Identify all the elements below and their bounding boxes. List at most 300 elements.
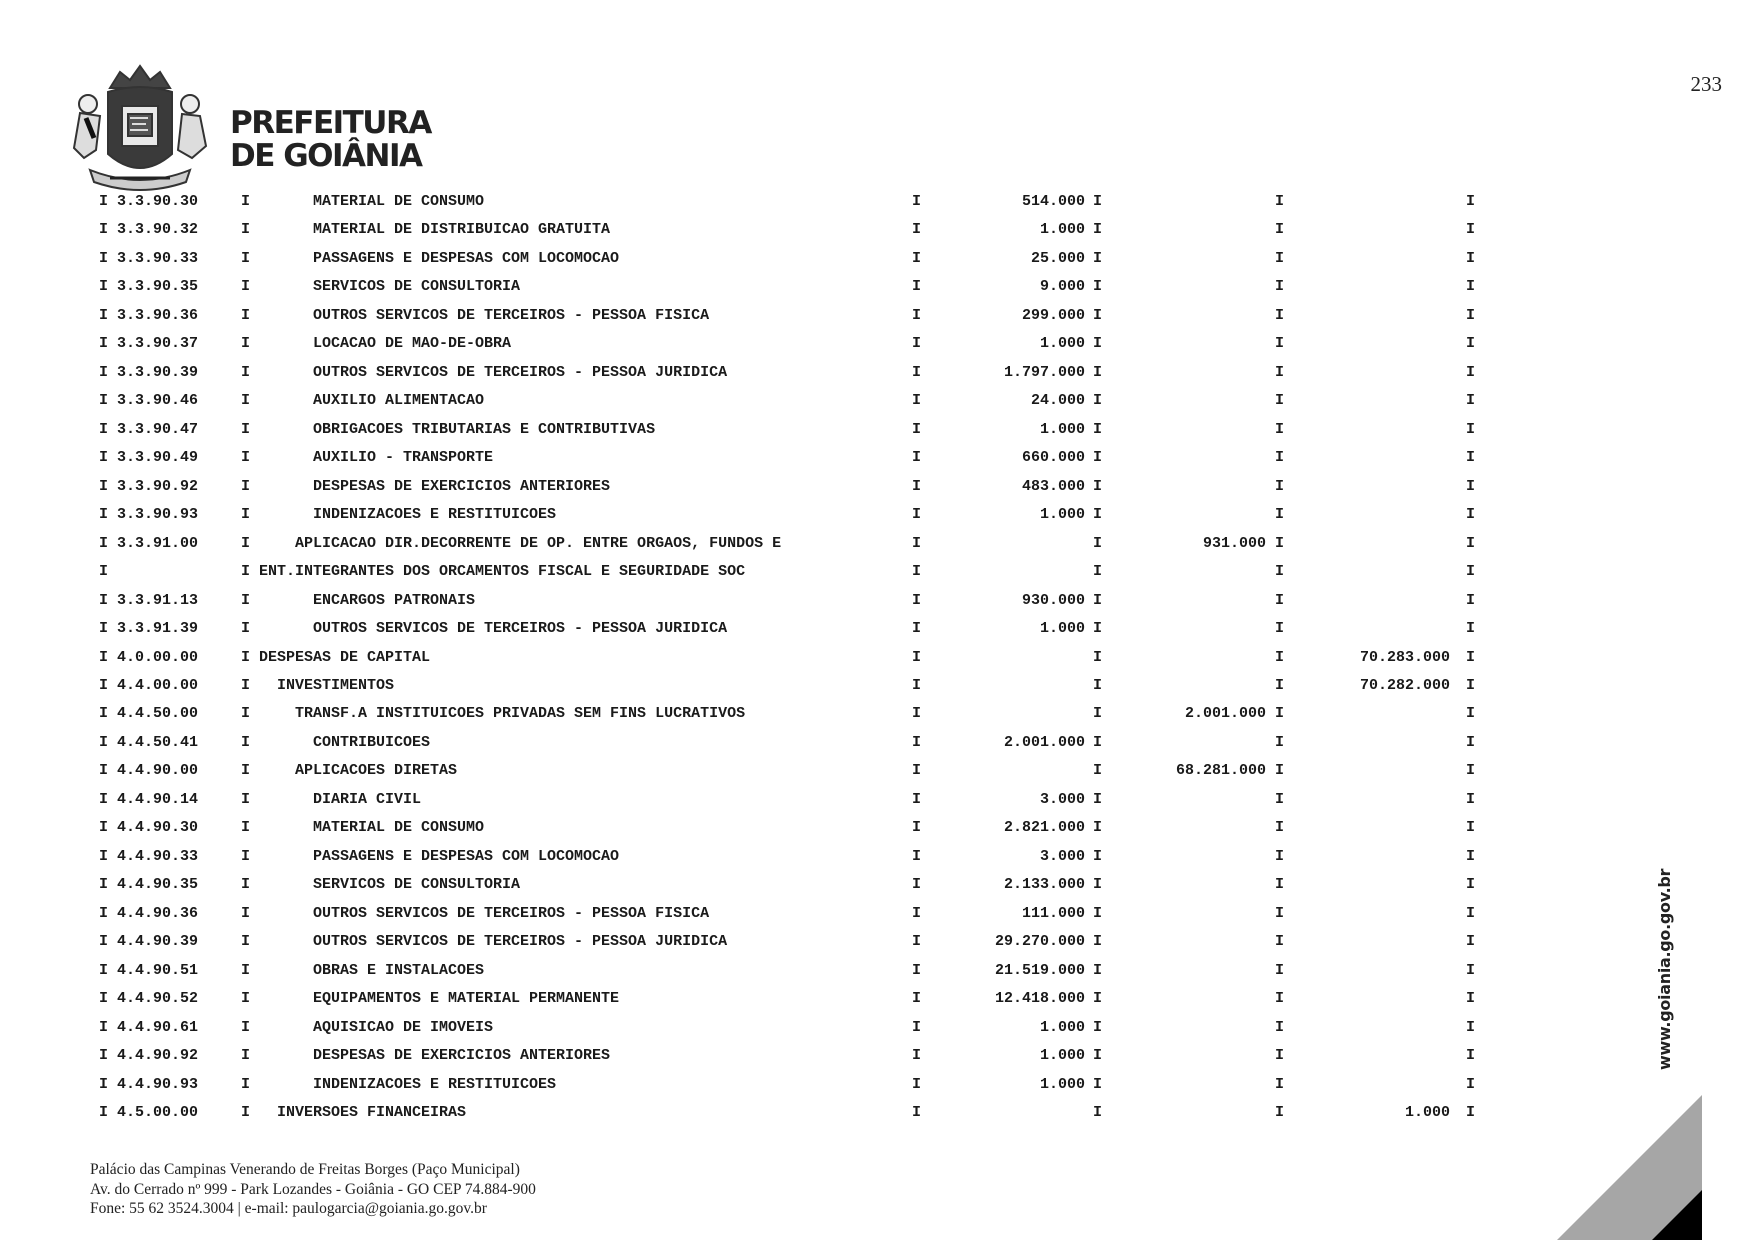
- account-code: 4.5.00.00: [117, 1104, 199, 1122]
- value-element: 930.000: [1021, 591, 1085, 609]
- column-separator: I: [1466, 506, 1476, 524]
- column-separator: I: [912, 648, 922, 666]
- column-separator: I: [1093, 933, 1103, 951]
- value-element: 1.000: [1039, 620, 1085, 638]
- account-code: 3.3.90.35: [117, 278, 199, 296]
- value-category: 1.000: [1404, 1104, 1450, 1122]
- column-separator: I: [1093, 363, 1103, 381]
- page-number: 233: [1690, 72, 1722, 96]
- account-description: ENCARGOS PATRONAIS: [259, 591, 476, 609]
- table-row: [0, 330, 1754, 358]
- account-description: OBRIGACOES TRIBUTARIAS E CONTRIBUTIVAS: [259, 420, 656, 438]
- value-element: 111.000: [1021, 904, 1085, 922]
- account-description: SERVICOS DE CONSULTORIA: [259, 278, 521, 296]
- column-separator: I: [99, 1104, 109, 1122]
- account-code: 3.3.91.13: [117, 591, 199, 609]
- account-code: 3.3.91.00: [117, 534, 199, 552]
- account-code: 3.3.90.92: [117, 477, 199, 495]
- account-code: 4.4.90.36: [117, 904, 199, 922]
- table-row: [0, 871, 1754, 899]
- column-separator: I: [241, 933, 251, 951]
- account-code: 3.3.90.30: [117, 193, 199, 210]
- column-separator: I: [241, 961, 251, 979]
- value-element: 1.797.000: [1003, 363, 1085, 381]
- column-separator: I: [241, 392, 251, 410]
- column-separator: I: [1275, 591, 1285, 609]
- column-separator: I: [1275, 477, 1285, 495]
- column-separator: I: [99, 762, 109, 780]
- column-separator: I: [99, 506, 109, 524]
- column-separator: I: [1466, 961, 1476, 979]
- value-modality: 68.281.000: [1175, 762, 1266, 780]
- column-separator: I: [99, 306, 109, 324]
- account-description: OUTROS SERVICOS DE TERCEIROS - PESSOA JURIDICA: [259, 933, 728, 951]
- value-element: 1.000: [1039, 1047, 1085, 1065]
- value-element: 24.000: [1030, 392, 1085, 410]
- column-separator: I: [1275, 306, 1285, 324]
- column-separator: I: [241, 1047, 251, 1065]
- account-description: PASSAGENS E DESPESAS COM LOCOMOCAO: [259, 847, 620, 865]
- column-separator: I: [1466, 990, 1476, 1008]
- table-row: [0, 615, 1754, 643]
- column-separator: I: [912, 790, 922, 808]
- column-separator: I: [99, 591, 109, 609]
- column-separator: I: [1093, 1104, 1103, 1122]
- account-description: CONTRIBUICOES: [259, 733, 431, 751]
- table-row: [0, 359, 1754, 387]
- table-row: [0, 843, 1754, 871]
- footer-address: [90, 1160, 536, 1219]
- column-separator: I: [99, 249, 109, 267]
- column-separator: I: [1466, 790, 1476, 808]
- column-separator: I: [241, 648, 251, 666]
- account-description: APLICACAO DIR.DECORRENTE DE OP. ENTRE ORGAOS, FUNDOS E: [259, 534, 782, 552]
- value-element: 299.000: [1021, 306, 1085, 324]
- account-description: SERVICOS DE CONSULTORIA: [259, 876, 521, 894]
- column-separator: I: [912, 933, 922, 951]
- column-separator: I: [1275, 847, 1285, 865]
- column-separator: I: [1093, 1018, 1103, 1036]
- column-separator: I: [241, 790, 251, 808]
- table-row: [0, 530, 1754, 558]
- column-separator: I: [241, 847, 251, 865]
- account-description: ENT.INTEGRANTES DOS ORCAMENTOS FISCAL E SEGURIDADE SOC: [259, 563, 746, 581]
- account-code: 3.3.90.37: [117, 335, 199, 353]
- table-row: [0, 729, 1754, 757]
- column-separator: I: [1466, 278, 1476, 296]
- column-separator: I: [99, 534, 109, 552]
- column-separator: I: [1275, 705, 1285, 723]
- column-separator: I: [1466, 705, 1476, 723]
- account-description: AUXILIO ALIMENTACAO: [259, 392, 485, 410]
- column-separator: I: [241, 762, 251, 780]
- account-code: 4.0.00.00: [117, 648, 199, 666]
- column-separator: I: [99, 705, 109, 723]
- column-separator: I: [1275, 506, 1285, 524]
- city-coat-of-arms-logo: [60, 58, 220, 193]
- account-description: MATERIAL DE CONSUMO: [259, 819, 485, 837]
- table-row: [0, 1014, 1754, 1042]
- account-description: INVESTIMENTOS: [259, 676, 395, 694]
- account-code: 4.4.90.51: [117, 961, 199, 979]
- column-separator: I: [1093, 506, 1103, 524]
- table-row: [0, 558, 1754, 586]
- column-separator: I: [912, 1018, 922, 1036]
- account-code: 3.3.90.49: [117, 449, 199, 467]
- column-separator: I: [99, 1018, 109, 1036]
- column-separator: I: [912, 762, 922, 780]
- column-separator: I: [1093, 449, 1103, 467]
- column-separator: I: [1093, 306, 1103, 324]
- account-description: LOCACAO DE MAO-DE-OBRA: [259, 335, 512, 353]
- column-separator: I: [912, 278, 922, 296]
- corner-decoration: [1557, 1095, 1702, 1240]
- column-separator: I: [1466, 534, 1476, 552]
- account-description: MATERIAL DE DISTRIBUICAO GRATUITA: [259, 221, 611, 239]
- table-row: [0, 416, 1754, 444]
- column-separator: I: [1466, 363, 1476, 381]
- table-row: [0, 587, 1754, 615]
- column-separator: I: [912, 477, 922, 495]
- column-separator: I: [912, 392, 922, 410]
- column-separator: I: [1275, 819, 1285, 837]
- account-code: 4.4.90.61: [117, 1018, 199, 1036]
- table-row: [0, 216, 1754, 244]
- value-element: 1.000: [1039, 221, 1085, 239]
- column-separator: I: [241, 563, 251, 581]
- account-code: 4.4.90.92: [117, 1047, 199, 1065]
- column-separator: I: [1466, 847, 1476, 865]
- column-separator: I: [241, 819, 251, 837]
- column-separator: I: [912, 961, 922, 979]
- account-code: 3.3.90.93: [117, 506, 199, 524]
- column-separator: I: [241, 306, 251, 324]
- column-separator: I: [1093, 648, 1103, 666]
- column-separator: I: [99, 676, 109, 694]
- column-separator: I: [1466, 876, 1476, 894]
- column-separator: I: [1275, 420, 1285, 438]
- column-separator: I: [1275, 620, 1285, 638]
- account-code: 4.4.90.00: [117, 762, 199, 780]
- column-separator: I: [1466, 648, 1476, 666]
- column-separator: I: [99, 990, 109, 1008]
- column-separator: I: [912, 563, 922, 581]
- value-element: 9.000: [1039, 278, 1085, 296]
- column-separator: I: [99, 1075, 109, 1093]
- column-separator: I: [1275, 990, 1285, 1008]
- column-separator: I: [1466, 676, 1476, 694]
- column-separator: I: [99, 876, 109, 894]
- value-element: 29.270.000: [994, 933, 1085, 951]
- column-separator: I: [1275, 733, 1285, 751]
- table-row: [0, 245, 1754, 273]
- column-separator: I: [912, 705, 922, 723]
- column-separator: I: [241, 676, 251, 694]
- column-separator: I: [912, 1047, 922, 1065]
- table-row: [0, 1042, 1754, 1070]
- column-separator: I: [241, 876, 251, 894]
- column-separator: I: [1275, 1075, 1285, 1093]
- column-separator: I: [1466, 591, 1476, 609]
- account-description: INDENIZACOES E RESTITUICOES: [259, 1075, 557, 1093]
- account-code: 3.3.90.33: [117, 249, 199, 267]
- column-separator: I: [241, 449, 251, 467]
- account-description: MATERIAL DE CONSUMO: [259, 193, 485, 210]
- account-code: 3.3.90.46: [117, 392, 199, 410]
- table-row: [0, 188, 1754, 216]
- account-code: 3.3.90.47: [117, 420, 199, 438]
- column-separator: I: [241, 335, 251, 353]
- column-separator: I: [1093, 392, 1103, 410]
- table-row: [0, 786, 1754, 814]
- value-element: 514.000: [1021, 193, 1085, 210]
- account-description: DESPESAS DE CAPITAL: [259, 648, 431, 666]
- column-separator: I: [241, 1075, 251, 1093]
- column-separator: I: [1093, 847, 1103, 865]
- account-code: 4.4.50.00: [117, 705, 199, 723]
- account-description: APLICACOES DIRETAS: [259, 762, 458, 780]
- column-separator: I: [1093, 221, 1103, 239]
- column-separator: I: [99, 790, 109, 808]
- column-separator: I: [1093, 249, 1103, 267]
- column-separator: I: [1275, 449, 1285, 467]
- column-separator: I: [912, 1104, 922, 1122]
- column-separator: I: [912, 449, 922, 467]
- brand-name: [230, 107, 431, 173]
- column-separator: I: [912, 193, 922, 210]
- column-separator: I: [1466, 249, 1476, 267]
- table-row: [0, 672, 1754, 700]
- column-separator: I: [1466, 1075, 1476, 1093]
- value-element: 21.519.000: [994, 961, 1085, 979]
- table-row: [0, 957, 1754, 985]
- value-category: 70.283.000: [1359, 648, 1450, 666]
- account-description: EQUIPAMENTOS E MATERIAL PERMANENTE: [259, 990, 620, 1008]
- column-separator: I: [912, 1075, 922, 1093]
- column-separator: I: [99, 819, 109, 837]
- value-category: 70.282.000: [1359, 676, 1450, 694]
- column-separator: I: [99, 1047, 109, 1065]
- column-separator: I: [1466, 563, 1476, 581]
- table-row: [0, 644, 1754, 672]
- column-separator: I: [1093, 733, 1103, 751]
- column-separator: I: [241, 904, 251, 922]
- column-separator: I: [1275, 249, 1285, 267]
- column-separator: I: [241, 221, 251, 239]
- column-separator: I: [1275, 1104, 1285, 1122]
- column-separator: I: [1093, 477, 1103, 495]
- column-separator: I: [1275, 676, 1285, 694]
- column-separator: I: [241, 420, 251, 438]
- footer-line-1: Palácio das Campinas Venerando de Freitas Borges (Paço Municipal): [90, 1161, 520, 1178]
- account-description: DESPESAS DE EXERCICIOS ANTERIORES: [259, 1047, 611, 1065]
- value-element: 2.001.000: [1003, 733, 1085, 751]
- column-separator: I: [1275, 278, 1285, 296]
- column-separator: I: [99, 961, 109, 979]
- table-row: [0, 985, 1754, 1013]
- column-separator: I: [912, 904, 922, 922]
- account-code: 3.3.90.39: [117, 363, 199, 381]
- account-description: OUTROS SERVICOS DE TERCEIROS - PESSOA FISICA: [259, 904, 710, 922]
- column-separator: I: [912, 676, 922, 694]
- column-separator: I: [1275, 221, 1285, 239]
- column-separator: I: [912, 506, 922, 524]
- account-code: 4.4.90.30: [117, 819, 199, 837]
- value-element: 3.000: [1039, 847, 1085, 865]
- column-separator: I: [1466, 1104, 1476, 1122]
- column-separator: I: [1466, 933, 1476, 951]
- column-separator: I: [1093, 591, 1103, 609]
- column-separator: I: [1466, 819, 1476, 837]
- column-separator: I: [99, 733, 109, 751]
- column-separator: I: [99, 477, 109, 495]
- value-element: 3.000: [1039, 790, 1085, 808]
- column-separator: I: [1093, 961, 1103, 979]
- column-separator: I: [99, 620, 109, 638]
- account-description: AUXILIO - TRANSPORTE: [259, 449, 494, 467]
- column-separator: I: [1093, 1047, 1103, 1065]
- account-code: 4.4.90.35: [117, 876, 199, 894]
- column-separator: I: [1093, 278, 1103, 296]
- column-separator: I: [99, 904, 109, 922]
- column-separator: I: [241, 705, 251, 723]
- table-row: [0, 900, 1754, 928]
- column-separator: I: [1093, 620, 1103, 638]
- column-separator: I: [1093, 790, 1103, 808]
- column-separator: I: [99, 420, 109, 438]
- column-separator: I: [241, 506, 251, 524]
- table-row: [0, 928, 1754, 956]
- account-code: 4.4.90.14: [117, 790, 199, 808]
- value-element: 483.000: [1021, 477, 1085, 495]
- column-separator: I: [99, 648, 109, 666]
- column-separator: I: [1466, 733, 1476, 751]
- table-row: [0, 700, 1754, 728]
- account-code: 4.4.00.00: [117, 676, 199, 694]
- column-separator: I: [241, 477, 251, 495]
- column-separator: I: [1466, 477, 1476, 495]
- column-separator: I: [1466, 193, 1476, 210]
- column-separator: I: [1275, 1018, 1285, 1036]
- column-separator: I: [99, 563, 109, 581]
- column-separator: I: [99, 847, 109, 865]
- column-separator: I: [1466, 221, 1476, 239]
- column-separator: I: [1275, 790, 1285, 808]
- column-separator: I: [912, 876, 922, 894]
- column-separator: I: [1093, 762, 1103, 780]
- table-row: [0, 757, 1754, 785]
- column-separator: I: [1275, 1047, 1285, 1065]
- account-code: 3.3.91.39: [117, 620, 199, 638]
- account-code: 4.4.90.93: [117, 1075, 199, 1093]
- column-separator: I: [1466, 1018, 1476, 1036]
- column-separator: I: [241, 733, 251, 751]
- column-separator: I: [1466, 335, 1476, 353]
- value-element: 1.000: [1039, 335, 1085, 353]
- footer-line-2: Av. do Cerrado nº 999 - Park Lozandes - Goiânia - GO CEP 74.884-900: [90, 1180, 536, 1198]
- column-separator: I: [1093, 904, 1103, 922]
- table-row: [0, 501, 1754, 529]
- account-description: OBRAS E INSTALACOES: [259, 961, 485, 979]
- column-separator: I: [1275, 961, 1285, 979]
- column-separator: I: [912, 420, 922, 438]
- account-code: 4.4.90.39: [117, 933, 199, 951]
- account-description: TRANSF.A INSTITUICOES PRIVADAS SEM FINS LUCRATIVOS: [259, 705, 746, 723]
- column-separator: I: [99, 278, 109, 296]
- column-separator: I: [1093, 705, 1103, 723]
- value-element: 2.133.000: [1003, 876, 1085, 894]
- column-separator: I: [912, 990, 922, 1008]
- table-row: [0, 444, 1754, 472]
- column-separator: I: [99, 221, 109, 239]
- column-separator: I: [912, 733, 922, 751]
- column-separator: I: [241, 193, 251, 210]
- value-element: 25.000: [1030, 249, 1085, 267]
- column-separator: I: [99, 449, 109, 467]
- column-separator: I: [912, 363, 922, 381]
- column-separator: I: [1466, 620, 1476, 638]
- column-separator: I: [1275, 933, 1285, 951]
- account-description: DESPESAS DE EXERCICIOS ANTERIORES: [259, 477, 611, 495]
- column-separator: I: [1093, 819, 1103, 837]
- column-separator: I: [912, 249, 922, 267]
- column-separator: I: [912, 819, 922, 837]
- account-description: DIARIA CIVIL: [259, 790, 422, 808]
- value-element: 660.000: [1021, 449, 1085, 467]
- column-separator: I: [241, 363, 251, 381]
- table-row: [0, 273, 1754, 301]
- column-separator: I: [241, 249, 251, 267]
- account-code: 3.3.90.36: [117, 306, 199, 324]
- column-separator: I: [1466, 904, 1476, 922]
- value-element: 1.000: [1039, 420, 1085, 438]
- column-separator: I: [1466, 392, 1476, 410]
- column-separator: I: [912, 221, 922, 239]
- column-separator: I: [99, 335, 109, 353]
- website-link[interactable]: www.goiania.go.gov.br: [1655, 868, 1674, 1070]
- column-separator: I: [1093, 990, 1103, 1008]
- column-separator: I: [1466, 1047, 1476, 1065]
- column-separator: I: [1093, 1075, 1103, 1093]
- column-separator: I: [1093, 876, 1103, 894]
- column-separator: I: [241, 990, 251, 1008]
- column-separator: I: [1093, 335, 1103, 353]
- value-modality: 931.000: [1202, 534, 1266, 552]
- column-separator: I: [1275, 876, 1285, 894]
- column-separator: I: [99, 392, 109, 410]
- column-separator: I: [912, 534, 922, 552]
- column-separator: I: [1275, 648, 1285, 666]
- column-separator: I: [1275, 363, 1285, 381]
- column-separator: I: [912, 847, 922, 865]
- account-code: 4.4.90.52: [117, 990, 199, 1008]
- value-element: 2.821.000: [1003, 819, 1085, 837]
- column-separator: I: [1093, 563, 1103, 581]
- value-element: 1.000: [1039, 1018, 1085, 1036]
- account-description: OUTROS SERVICOS DE TERCEIROS - PESSOA FISICA: [259, 306, 710, 324]
- account-description: INVERSOES FINANCEIRAS: [259, 1104, 467, 1122]
- value-element: 12.418.000: [994, 990, 1085, 1008]
- column-separator: I: [1275, 335, 1285, 353]
- column-separator: I: [912, 620, 922, 638]
- column-separator: I: [241, 1104, 251, 1122]
- column-separator: I: [912, 591, 922, 609]
- column-separator: I: [241, 534, 251, 552]
- column-separator: I: [1275, 534, 1285, 552]
- column-separator: I: [241, 1018, 251, 1036]
- table-row: [0, 814, 1754, 842]
- column-separator: I: [241, 620, 251, 638]
